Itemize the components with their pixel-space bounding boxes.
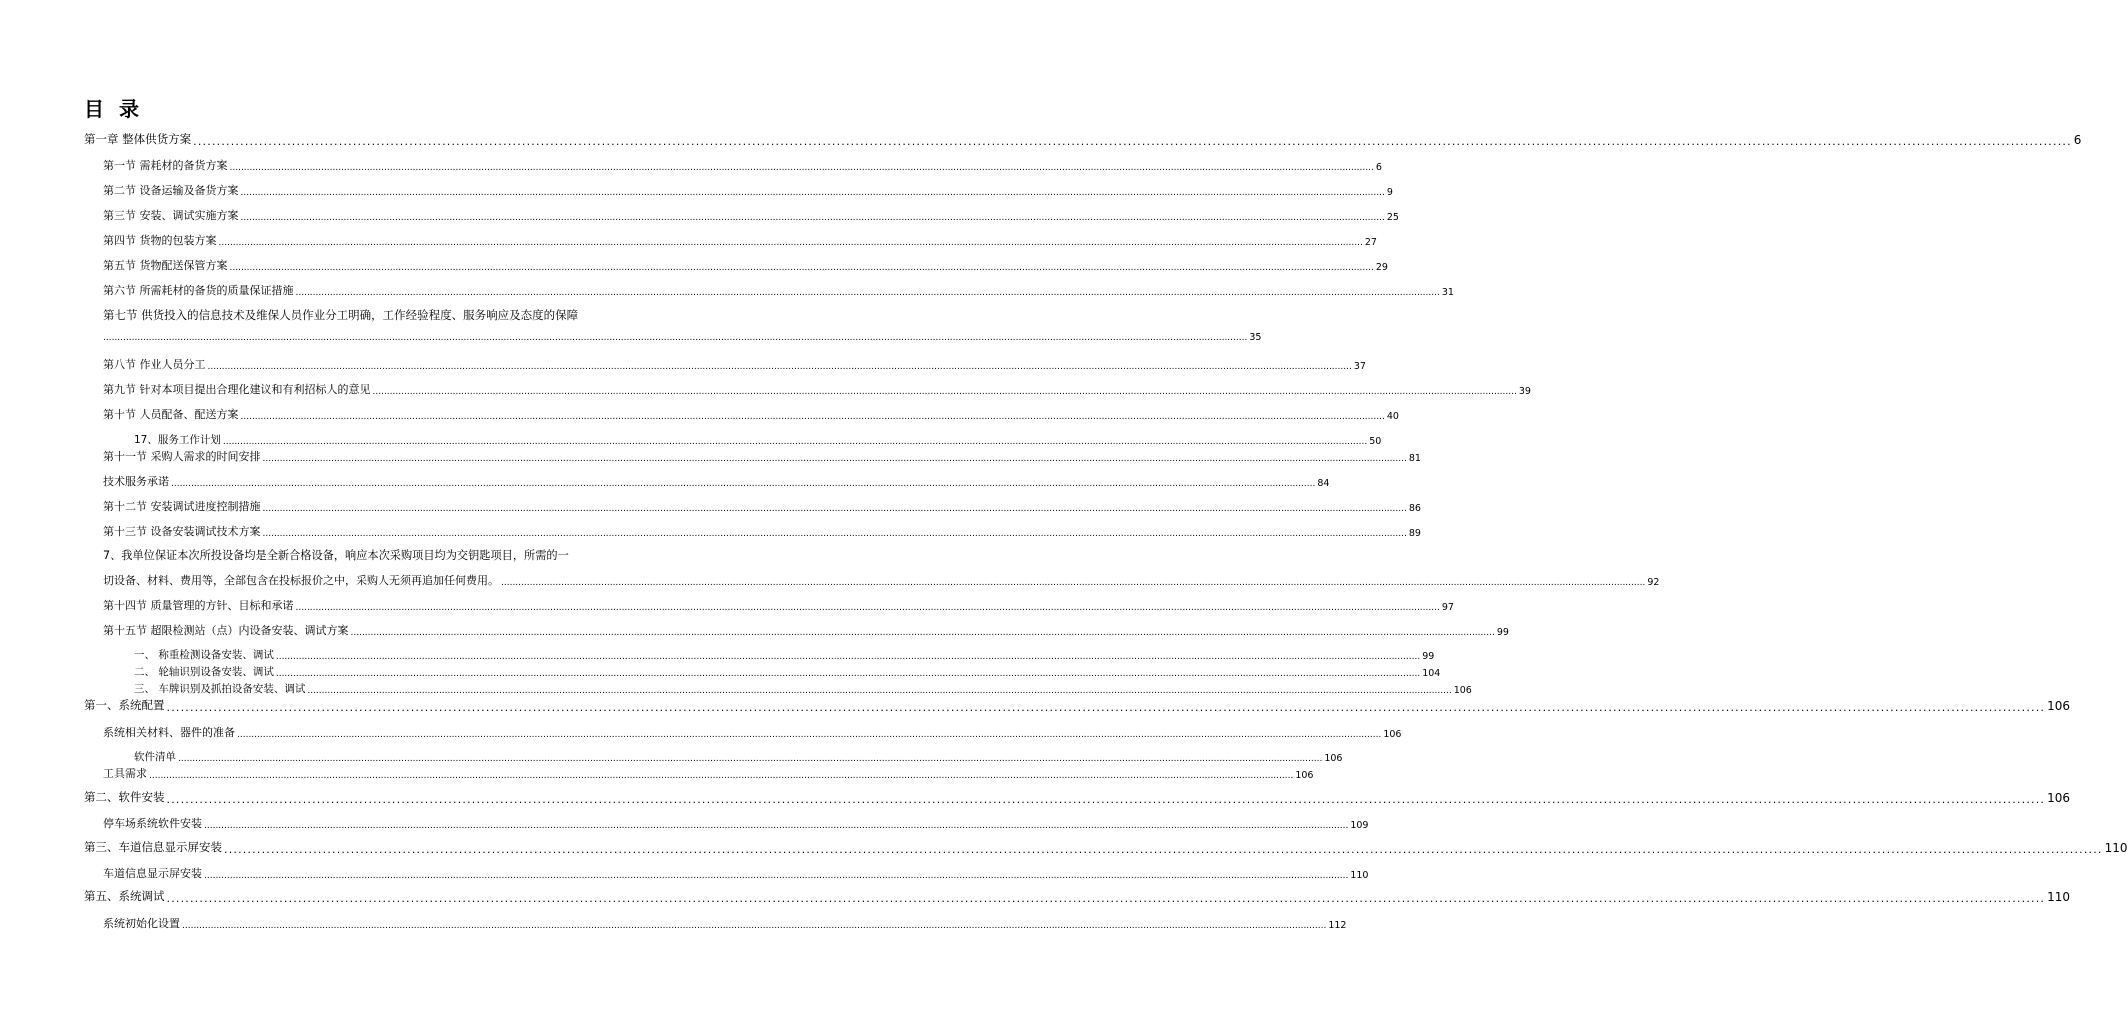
toc-leader: ................................................................................................................................................................................................................................................................................................................................................................................................................	[224, 843, 2103, 856]
toc-entry-page: 50	[1369, 436, 1382, 447]
toc-leader: ................................................................................................................................................................................................................................................................................................................................................................................................................	[222, 437, 1368, 447]
toc-entry-page: 106	[1295, 770, 1314, 781]
toc-entry-label: 第十二节 安装调试进度控制措施	[103, 500, 261, 513]
toc-entry-label: 系统初始化设置	[103, 917, 180, 930]
toc-leader: ................................................................................................................................................................................................................................................................................................................................................................................................................	[229, 163, 1374, 173]
toc-entry-label: 工具需求	[103, 767, 147, 780]
toc-entry[interactable]	[134, 647, 1435, 662]
toc-entry-page: 97	[1441, 602, 1454, 613]
toc-entry-page: 81	[1408, 453, 1421, 464]
toc-entry[interactable]	[103, 157, 1382, 173]
toc-leader: ................................................................................................................................................................................................................................................................................................................................................................................................................	[501, 578, 1646, 588]
toc-leader: ................................................................................................................................................................................................................................................................................................................................................................................................................	[275, 652, 1421, 662]
toc-entry-page: 27	[1364, 237, 1377, 248]
toc-leader: ................................................................................................................................................................................................................................................................................................................................................................................................................	[166, 892, 2046, 905]
toc-entry[interactable]	[103, 282, 1454, 298]
toc-leader: ................................................................................................................................................................................................................................................................................................................................................................................................................	[275, 669, 1421, 679]
toc-entry-label: 第十一节 采购人需求的时间安排	[103, 450, 261, 463]
toc-entry-page: 39	[1518, 386, 1531, 397]
toc-heading: 目 录	[84, 97, 143, 121]
toc-entry-page: 37	[1353, 361, 1366, 372]
toc-leader: ................................................................................................................................................................................................................................................................................................................................................................................................................	[193, 135, 2072, 148]
toc-entry-page: 29	[1375, 262, 1388, 273]
toc-entry-page: 110	[1350, 870, 1369, 881]
toc-entry-page: 31	[1441, 287, 1454, 298]
toc-entry-page: 112	[1328, 920, 1347, 931]
toc-leader: ................................................................................................................................................................................................................................................................................................................................................................................................................	[295, 288, 1440, 298]
toc-entry[interactable]	[103, 572, 1660, 588]
toc-entry[interactable]	[134, 664, 1441, 679]
toc-entry[interactable]	[103, 865, 1369, 881]
toc-leader: ................................................................................................................................................................................................................................................................................................................................................................................................................	[262, 454, 1407, 464]
toc-entry-label[interactable]: 7、我单位保证本次所投设备均是全新合格设备，响应本次采购项目均为交钥匙项目，所需的一	[103, 549, 569, 562]
toc-leader: ................................................................................................................................................................................................................................................................................................................................................................................................................	[182, 921, 1327, 931]
toc-entry-label: 系统相关材料、器件的准备	[103, 726, 235, 739]
toc-leader: ................................................................................................................................................................................................................................................................................................................................................................................................................	[240, 213, 1385, 223]
toc-entry[interactable]	[103, 498, 1421, 514]
toc-leader: ................................................................................................................................................................................................................................................................................................................................................................................................................	[207, 362, 1352, 372]
toc-entry-label: 二、 轮轴识别设备安装、调试	[134, 666, 274, 678]
toc-entry[interactable]	[103, 207, 1399, 223]
toc-entry[interactable]	[84, 888, 2071, 905]
toc-leader: ................................................................................................................................................................................................................................................................................................................................................................................................................	[166, 793, 2046, 806]
toc-entry-label: 第五、系统调试	[84, 889, 165, 903]
toc-entry-page: 99	[1422, 651, 1435, 662]
toc-entry[interactable]	[103, 597, 1454, 613]
toc-entry[interactable]	[84, 839, 2128, 856]
toc-entry-page: 25	[1386, 212, 1399, 223]
toc-entry-label: 一、 称重检测设备安装、调试	[134, 649, 274, 661]
toc-entry-label: 三、 车牌识别及抓拍设备安装、调试	[134, 683, 306, 695]
toc-entry-page: 9	[1386, 187, 1393, 198]
toc-entry-page: 106	[1324, 753, 1343, 764]
toc-entry-label: 第十五节 超限检测站（点）内设备安装、调试方案	[103, 624, 349, 637]
toc-entry-label: 第十三节 设备安装调试技术方案	[103, 525, 261, 538]
toc-entry-label: 切设备、材料、费用等，全部包含在投标报价之中，采购人无须再追加任何费用。	[103, 574, 499, 587]
toc-entry-page: 6	[2073, 133, 2082, 147]
toc-entry[interactable]	[134, 681, 1472, 696]
toc-entry-label: 停车场系统软件安装	[103, 817, 202, 830]
toc-entry[interactable]	[103, 381, 1531, 397]
toc-entry-page: 84	[1317, 478, 1330, 489]
toc-entry[interactable]	[134, 749, 1343, 764]
toc-entry-label: 技术服务承诺	[103, 475, 169, 488]
toc-leader: ................................................................................................................................................................................................................................................................................................................................................................................................................	[372, 387, 1517, 397]
toc-entry-label: 第三、车道信息显示屏安装	[84, 840, 222, 854]
toc-leader: ................................................................................................................................................................................................................................................................................................................................................................................................................	[240, 188, 1385, 198]
toc-entry-label[interactable]: 第七节 供货投入的信息技术及维保人员作业分工明确，工作经验程度、服务响应及态度的保障	[103, 308, 579, 322]
toc-entry-page: 110	[2104, 841, 2128, 855]
toc-entry[interactable]	[103, 523, 1421, 539]
toc-entry-label: 17、服务工作计划	[134, 434, 221, 446]
toc-entry-label: 第二节 设备运输及备货方案	[103, 184, 239, 197]
toc-entry[interactable]	[103, 332, 1262, 343]
toc-entry-label: 第一、系统配置	[84, 698, 165, 712]
toc-entry-page: 86	[1408, 503, 1421, 514]
toc-entry-page: 106	[2047, 699, 2071, 713]
toc-leader: ................................................................................................................................................................................................................................................................................................................................................................................................................	[307, 686, 1452, 696]
toc-leader: ................................................................................................................................................................................................................................................................................................................................................................................................................	[166, 701, 2046, 714]
toc-leader: ................................................................................................................................................................................................................................................................................................................................................................................................................	[237, 730, 1382, 740]
toc-entry-label: 第十节 人员配备、配送方案	[103, 408, 239, 421]
toc-leader: ................................................................................................................................................................................................................................................................................................................................................................................................................	[262, 504, 1407, 514]
toc-entry[interactable]	[103, 232, 1377, 248]
toc-entry-page: 92	[1647, 577, 1660, 588]
toc-entry-label: 第九节 针对本项目提出合理化建议和有利招标人的意见	[103, 383, 371, 396]
toc-leader: ................................................................................................................................................................................................................................................................................................................................................................................................................	[229, 263, 1374, 273]
toc-entry-page: 6	[1375, 162, 1382, 173]
toc-entry-page: 40	[1386, 411, 1399, 422]
toc-entry-label: 第一章 整体供货方案	[84, 132, 192, 146]
toc-entry-label: 第十四节 质量管理的方针、目标和承诺	[103, 599, 294, 612]
toc-leader: ................................................................................................................................................................................................................................................................................................................................................................................................................	[240, 412, 1385, 422]
toc-entry[interactable]	[103, 473, 1330, 489]
toc-leader: ................................................................................................................................................................................................................................................................................................................................................................................................................	[218, 238, 1363, 248]
toc-leader: ................................................................................................................................................................................................................................................................................................................................................................................................................	[204, 871, 1349, 881]
toc-leader: ................................................................................................................................................................................................................................................................................................................................................................................................................	[103, 333, 1248, 343]
toc-leader: ................................................................................................................................................................................................................................................................................................................................................................................................................	[350, 628, 1495, 638]
toc-entry[interactable]	[134, 432, 1382, 447]
toc-entry[interactable]	[84, 131, 2082, 148]
toc-entry-page: 104	[1422, 668, 1441, 679]
toc-entry-label: 第五节 货物配送保管方案	[103, 259, 228, 272]
toc-entry[interactable]	[84, 697, 2071, 714]
toc-entry-page: 35	[1249, 332, 1262, 343]
toc-entry-page: 106	[1383, 729, 1402, 740]
toc-leader: ................................................................................................................................................................................................................................................................................................................................................................................................................	[178, 754, 1323, 764]
toc-entry-page: 99	[1496, 627, 1509, 638]
toc-entry-label: 第四节 货物的包装方案	[103, 234, 217, 247]
toc-entry-page: 110	[2047, 890, 2071, 904]
toc-entry[interactable]	[103, 448, 1421, 464]
toc-entry-label: 第六节 所需耗材的备货的质量保证措施	[103, 284, 294, 297]
toc-entry-label: 第二、软件安装	[84, 790, 165, 804]
toc-entry[interactable]	[84, 789, 2071, 806]
toc-entry-page: 109	[1350, 820, 1369, 831]
toc-entry-label: 软件清单	[134, 751, 176, 763]
toc-entry-label: 车道信息显示屏安装	[103, 867, 202, 880]
toc-entry[interactable]	[103, 356, 1366, 372]
toc-leader: ................................................................................................................................................................................................................................................................................................................................................................................................................	[262, 529, 1407, 539]
toc-entry-page: 89	[1408, 528, 1421, 539]
toc-leader: ................................................................................................................................................................................................................................................................................................................................................................................................................	[171, 479, 1316, 489]
toc-entry-label: 第三节 安装、调试实施方案	[103, 209, 239, 222]
toc-leader: ................................................................................................................................................................................................................................................................................................................................................................................................................	[295, 603, 1440, 613]
toc-entry[interactable]	[103, 406, 1399, 422]
toc-entry-page: 106	[2047, 791, 2071, 805]
toc-leader: ................................................................................................................................................................................................................................................................................................................................................................................................................	[149, 771, 1294, 781]
toc-entry[interactable]	[103, 915, 1347, 931]
toc-entry[interactable]	[103, 182, 1393, 198]
toc-entry-page: 106	[1453, 685, 1472, 696]
toc-entry[interactable]	[103, 724, 1402, 740]
toc-entry[interactable]	[103, 765, 1314, 781]
toc-entry[interactable]	[103, 257, 1388, 273]
toc-entry[interactable]	[103, 622, 1509, 638]
toc-entry-label: 第八节 作业人员分工	[103, 358, 206, 371]
toc-entry-label: 第一节 需耗材的备货方案	[103, 159, 228, 172]
toc-entry[interactable]	[103, 815, 1369, 831]
toc-leader: ................................................................................................................................................................................................................................................................................................................................................................................................................	[204, 821, 1349, 831]
